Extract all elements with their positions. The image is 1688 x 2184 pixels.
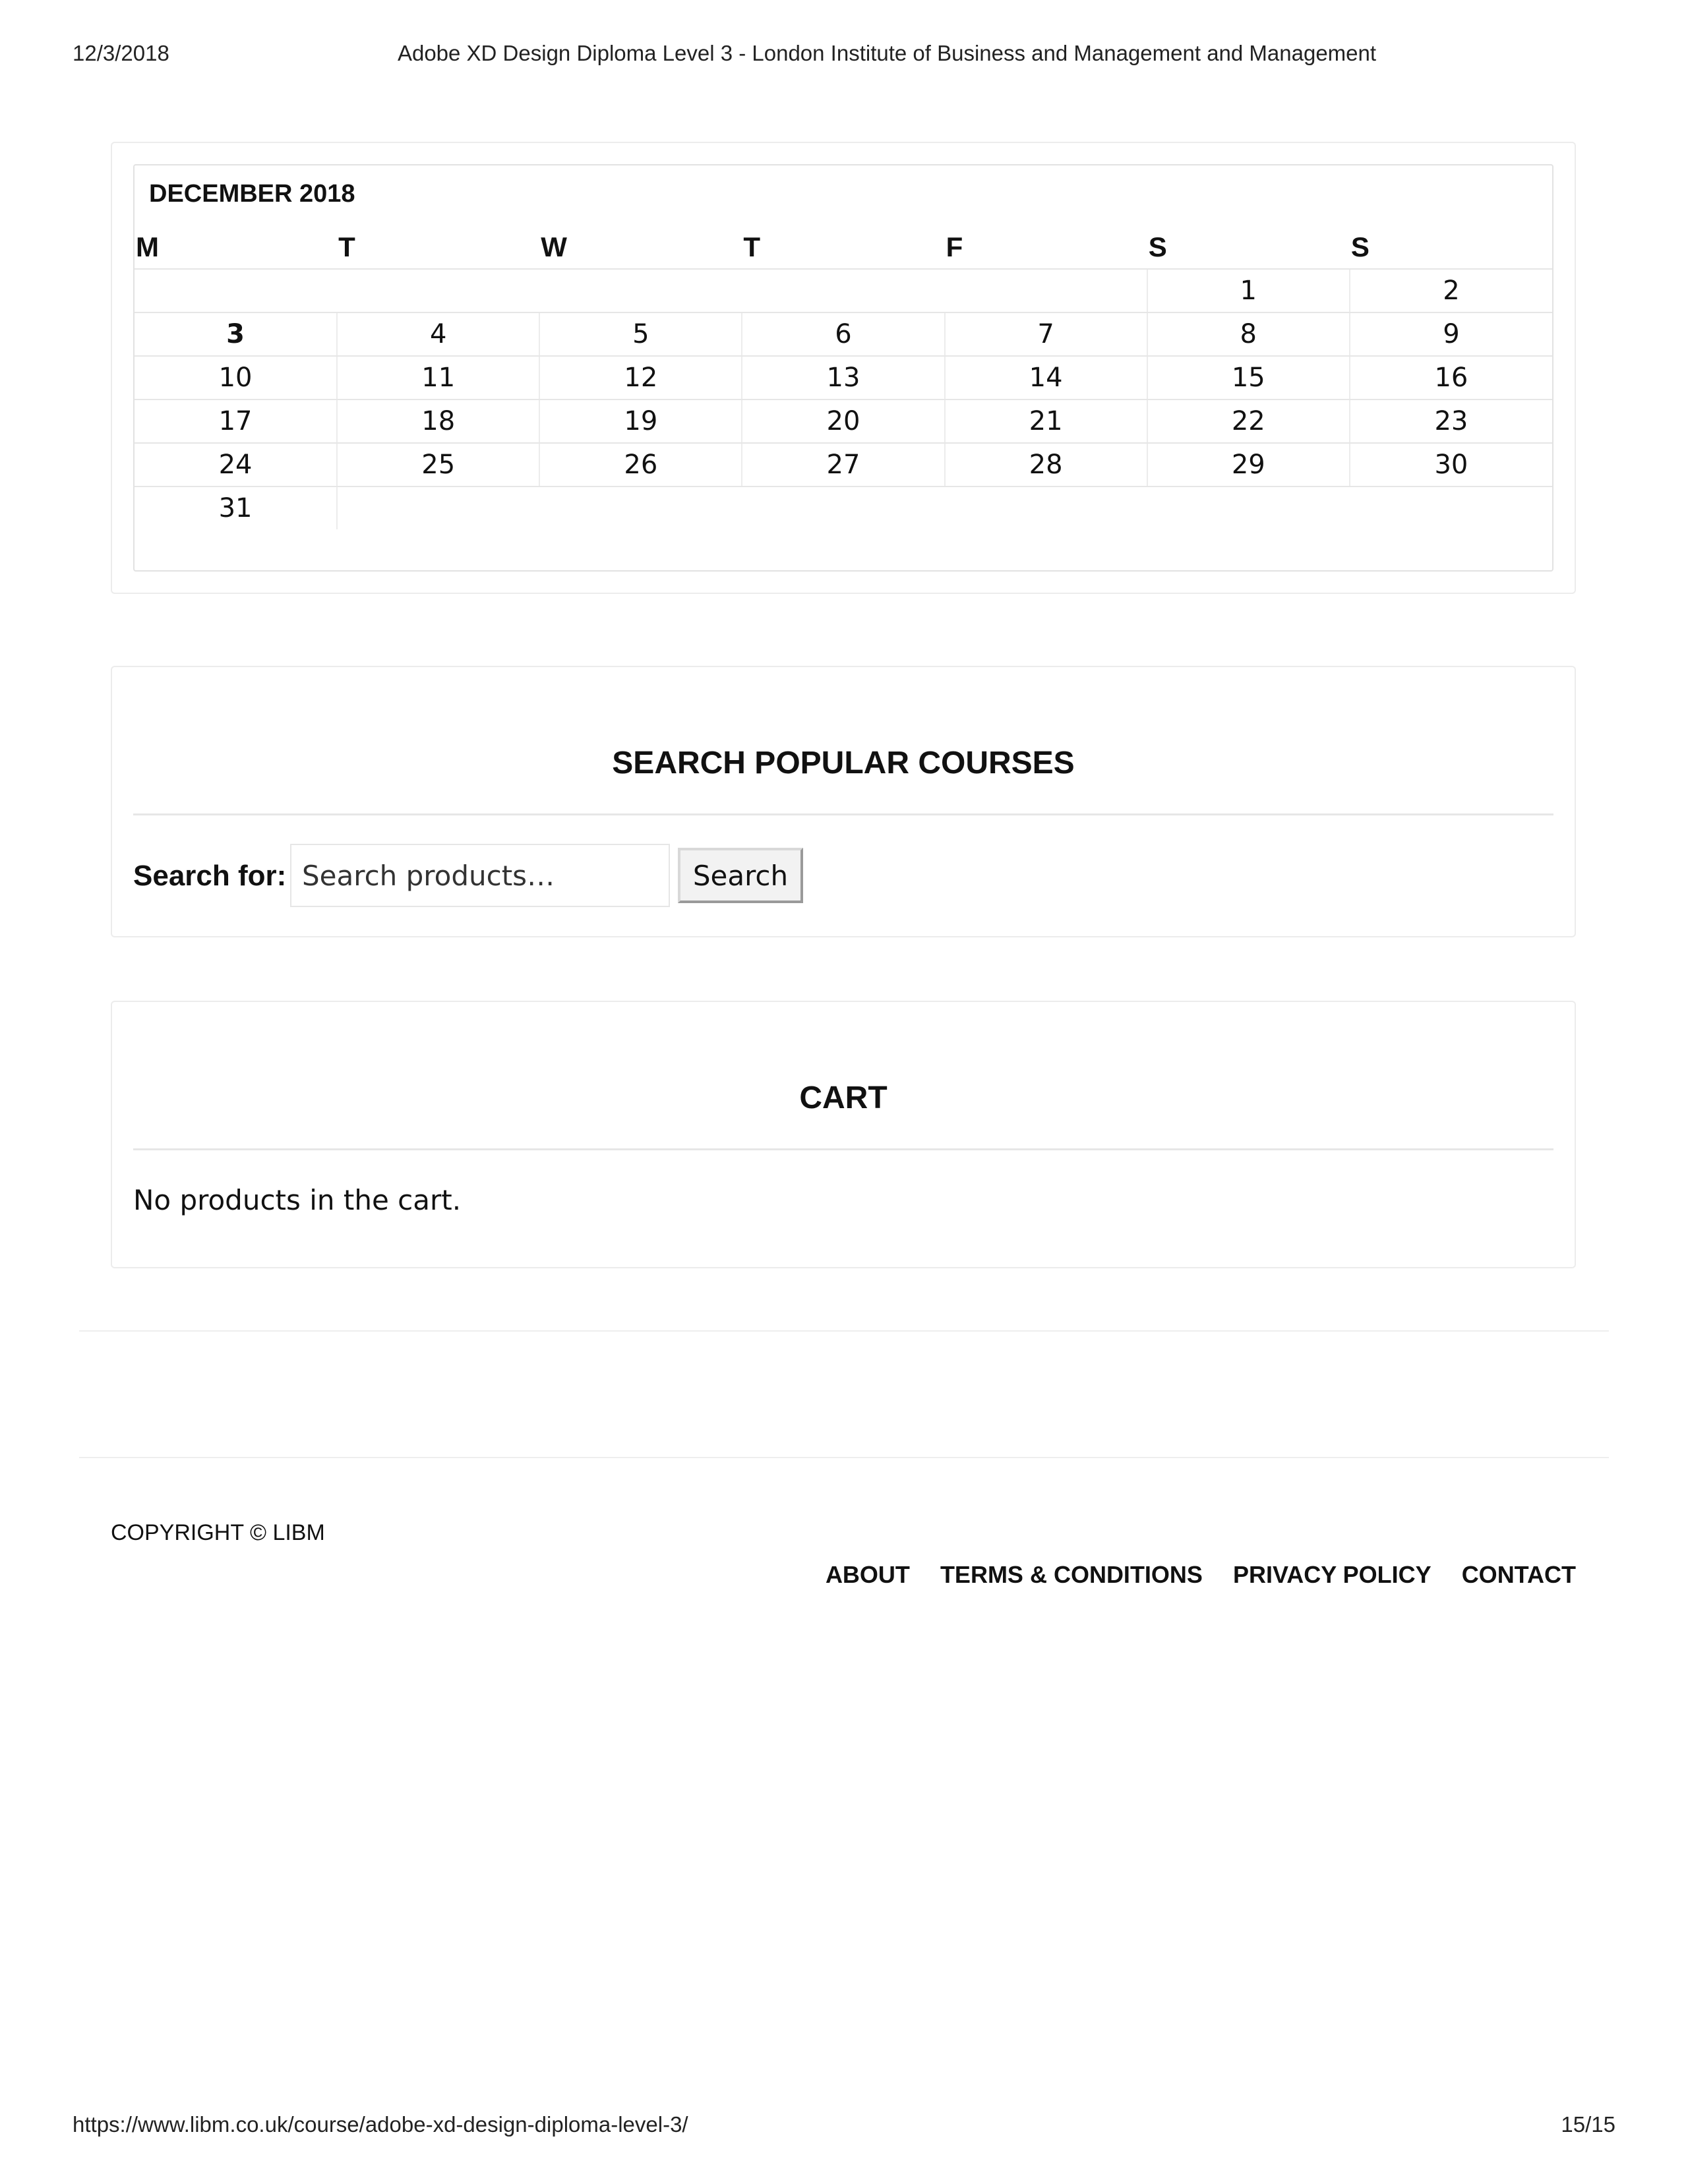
calendar-day: 22	[1147, 399, 1350, 443]
calendar-day: 5	[539, 312, 742, 356]
copyright-text: COPYRIGHT © LIBM	[111, 1520, 325, 1545]
calendar-day: 20	[742, 399, 944, 443]
calendar-day: 16	[1350, 356, 1552, 399]
print-page-title: Adobe XD Design Diploma Level 3 - London Institute of Business and Management and Management	[397, 41, 1377, 65]
calendar-day: 14	[945, 356, 1147, 399]
weekday-header: F	[945, 226, 1147, 269]
calendar-day: 28	[945, 443, 1147, 487]
print-footer	[0, 2112, 1688, 2139]
calendar-day: 13	[742, 356, 944, 399]
product-search-form	[133, 844, 793, 910]
calendar-week-row	[135, 269, 1552, 312]
calendar	[133, 164, 1553, 572]
print-date: 12/3/2018	[73, 41, 169, 65]
search-button[interactable]: Search	[678, 848, 803, 903]
divider	[79, 1330, 1609, 1332]
calendar-pad-cell	[135, 269, 1147, 312]
calendar-week-row	[135, 312, 1552, 356]
calendar-day: 6	[742, 312, 944, 356]
cart-widget	[111, 1001, 1576, 1268]
search-widget	[111, 666, 1576, 937]
calendar-day: 24	[135, 443, 337, 487]
calendar-day: 15	[1147, 356, 1350, 399]
footer-link-about[interactable]: ABOUT	[825, 1561, 910, 1588]
weekday-header: S	[1350, 226, 1552, 269]
calendar-day: 30	[1350, 443, 1552, 487]
calendar-day: 23	[1350, 399, 1552, 443]
calendar-day: 19	[539, 399, 742, 443]
calendar-day: 9	[1350, 312, 1552, 356]
footer-nav	[826, 1561, 1576, 1589]
calendar-table	[135, 226, 1552, 529]
calendar-day: 21	[945, 399, 1147, 443]
weekday-header: W	[539, 226, 742, 269]
print-url: https://www.libm.co.uk/course/adobe-xd-design-diploma-level-3/	[73, 2112, 688, 2137]
calendar-day: 1	[1147, 269, 1350, 312]
calendar-widget	[111, 142, 1576, 594]
calendar-day: 27	[742, 443, 944, 487]
search-input[interactable]	[290, 844, 670, 907]
cart-empty-message: No products in the cart.	[133, 1184, 462, 1216]
calendar-day: 4	[337, 312, 539, 356]
search-widget-title: SEARCH POPULAR COURSES	[612, 746, 1075, 781]
weekday-header: M	[135, 226, 337, 269]
calendar-day-today: 3	[135, 312, 337, 356]
calendar-day: 18	[337, 399, 539, 443]
calendar-week-row	[135, 356, 1552, 399]
calendar-pad-cell	[337, 487, 1552, 529]
calendar-day: 8	[1147, 312, 1350, 356]
divider	[133, 1148, 1553, 1150]
calendar-day: 11	[337, 356, 539, 399]
weekday-header: S	[1147, 226, 1350, 269]
weekday-header: T	[742, 226, 944, 269]
calendar-caption: DECEMBER 2018	[149, 180, 355, 208]
calendar-day: 7	[945, 312, 1147, 356]
footer-link-privacy[interactable]: PRIVACY POLICY	[1232, 1561, 1432, 1588]
footer-link-terms[interactable]: TERMS & CONDITIONS	[940, 1561, 1203, 1588]
calendar-week-row	[135, 399, 1552, 443]
calendar-day: 2	[1350, 269, 1552, 312]
cart-widget-title: CART	[799, 1080, 888, 1115]
footer-link-contact[interactable]: CONTACT	[1461, 1561, 1576, 1588]
calendar-weekday-row	[135, 226, 1552, 269]
divider	[79, 1457, 1609, 1458]
calendar-day: 31	[135, 487, 337, 529]
calendar-day: 29	[1147, 443, 1350, 487]
search-label: Search for:	[133, 860, 287, 892]
calendar-day: 17	[135, 399, 337, 443]
calendar-day: 10	[135, 356, 337, 399]
divider	[133, 813, 1553, 815]
calendar-week-row	[135, 487, 1552, 529]
print-page-number: 15/15	[1561, 2112, 1615, 2137]
calendar-day: 26	[539, 443, 742, 487]
weekday-header: T	[337, 226, 539, 269]
calendar-day: 25	[337, 443, 539, 487]
calendar-week-row	[135, 443, 1552, 487]
calendar-day: 12	[539, 356, 742, 399]
print-header	[0, 41, 1688, 67]
